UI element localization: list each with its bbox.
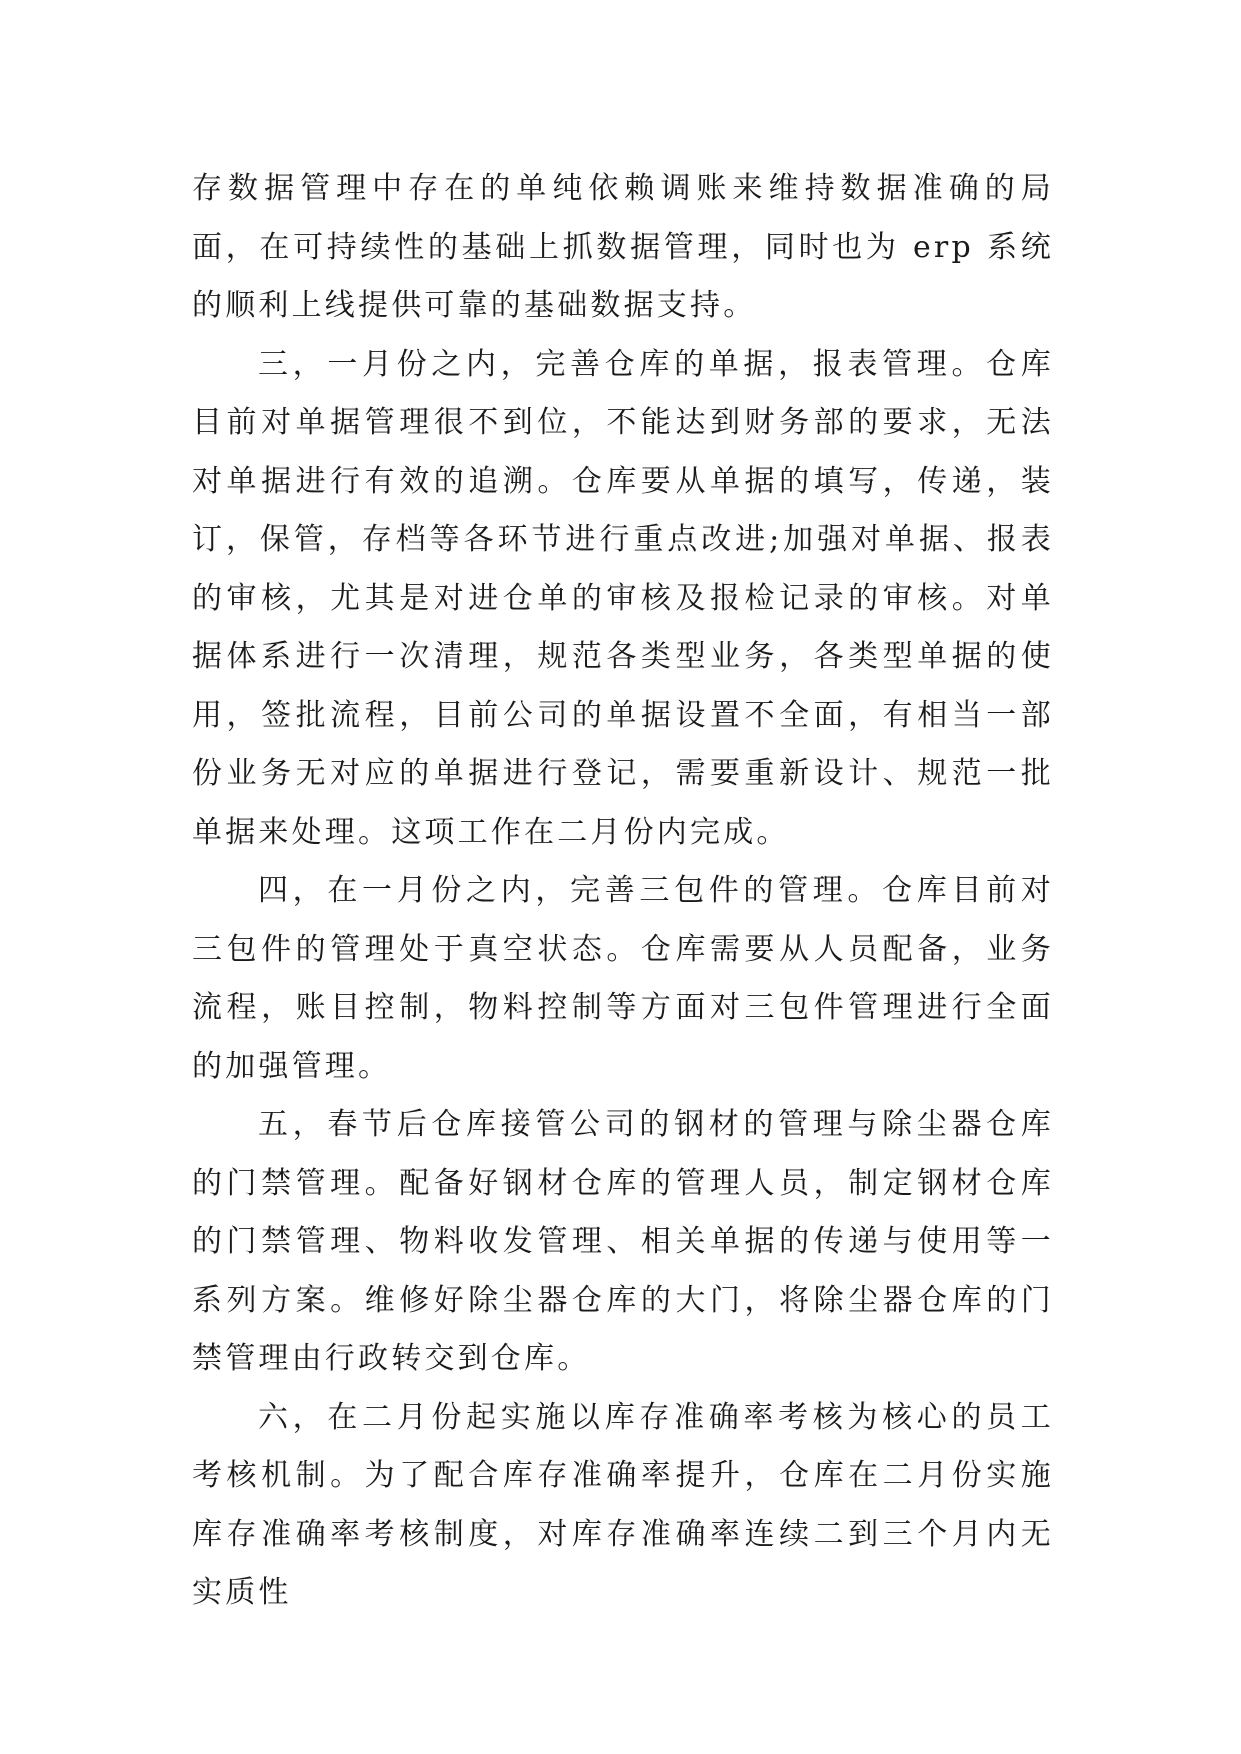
paragraph-item-four: 四，在一月份之内，完善三包件的管理。仓库目前对三包件的管理处于真空状态。仓库需要从人员配备，业务流程，账目控制，物料控制等方面对三包件管理进行全面的加强管理。 — [192, 873, 1054, 1084]
paragraph-item-three: 三，一月份之内，完善仓库的单据，报表管理。仓库目前对单据管理很不到位，不能达到财务部的要求，无法对单据进行有效的追溯。仓库要从单据的填写，传递，装订，保管，存档等各环节进行重点改进;加强对单据、报表的审核，尤其是对进仓单的审核及报检记录的审核。对单据体系进行一次清理，规范各类型业务，各类型单据的使用，签批流程，目前公司的单据设置不全面，有相当一部份业务无对应的单据进行登记，需要重新设计、规范一批单据来处理。这项工作在二月份内完成。 — [192, 346, 1054, 850]
paragraph-item-six: 六，在二月份起实施以库存准确率考核为核心的员工考核机制。为了配合库存准确率提升，仓库在二月份实施库存准确率考核制度，对库存准确率连续二到三个月内无实质性 — [192, 1399, 1054, 1610]
paragraph-continuation: 存数据管理中存在的单纯依赖调账来维持数据准确的局面，在可持续性的基础上抓数据管理，同时也为 erp 系统的顺利上线提供可靠的基础数据支持。 — [192, 171, 1054, 323]
document-body — [192, 160, 1054, 1623]
paragraph-item-five: 五，春节后仓库接管公司的钢材的管理与除尘器仓库的门禁管理。配备好钢材仓库的管理人员，制定钢材仓库的门禁管理、物料收发管理、相关单据的传递与使用等一系列方案。维修好除尘器仓库的大门，将除尘器仓库的门禁管理由行政转交到仓库。 — [192, 1107, 1054, 1376]
